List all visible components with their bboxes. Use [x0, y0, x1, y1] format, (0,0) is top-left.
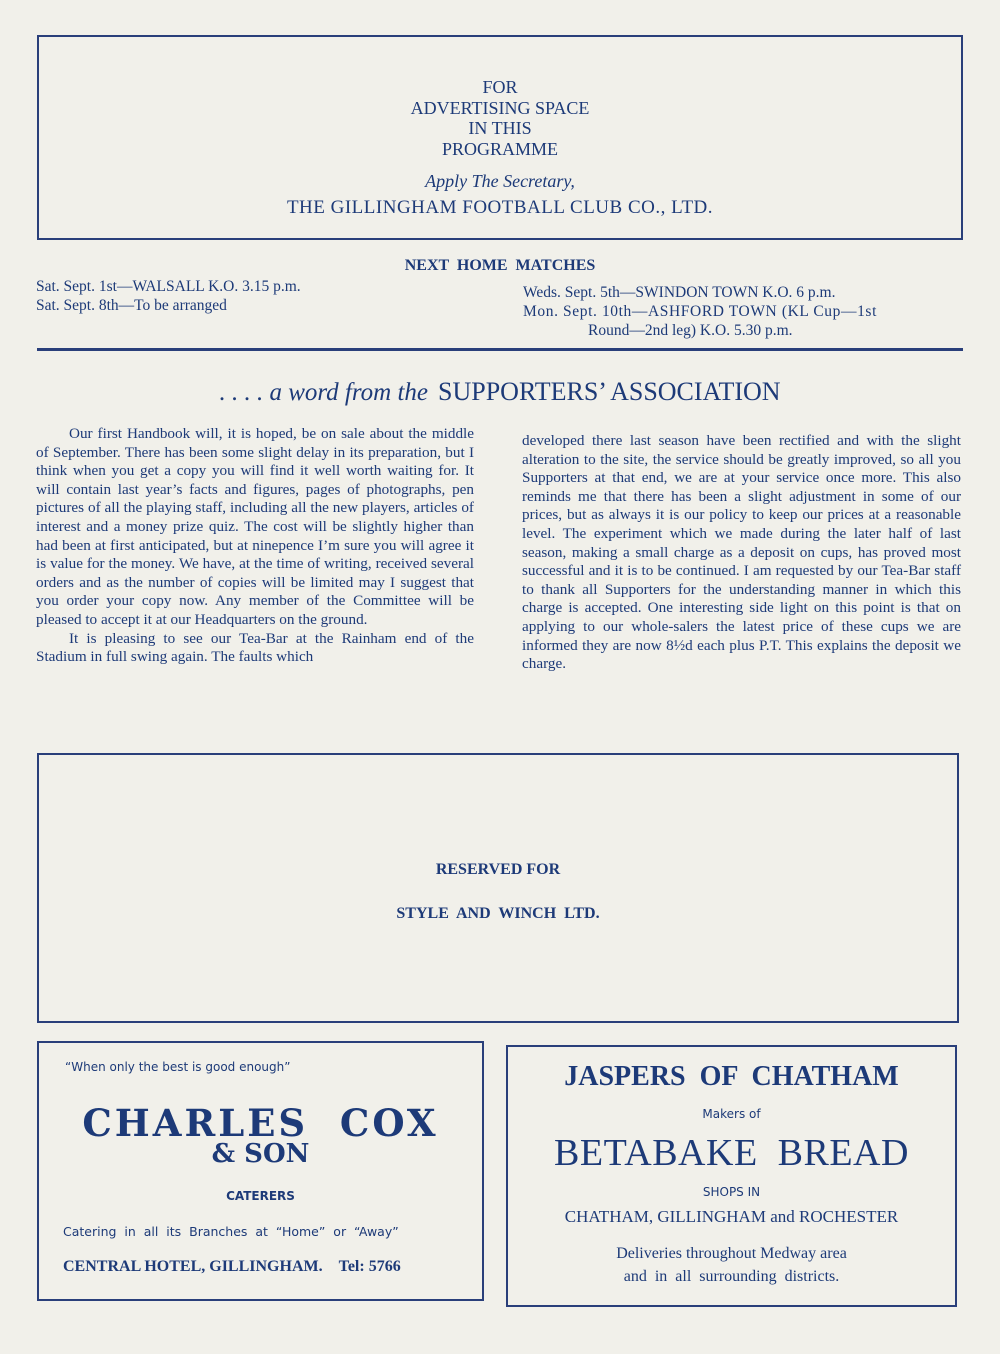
jaspers-districts: and in all surrounding districts. [623, 1268, 840, 1285]
fixture-walsall: Sat. Sept. 1st—WALSALL K.O. 3.15 p.m. [36, 278, 301, 295]
article-heading-intro: . . . . a word from the [219, 379, 429, 406]
reserved-for-label: RESERVED FOR [435, 861, 561, 878]
divider-rule [37, 348, 963, 351]
jaspers-shops-in: SHOPS IN [702, 1185, 761, 1199]
ad-line-programme: PROGRAMME [441, 138, 559, 159]
reserved-advert-box [37, 753, 959, 1023]
cox-caterers: CATERERS [226, 1189, 295, 1203]
article-col1-paragraph-1: Our first Handbook will, it is hoped, be on sale about the middle of September. There has been some slight delay in its preparation, but I think when you get a copy you will find it well worth waiting for. It will contain last year’s facts and figures, pages of photographs, pen pictures of all the playing staff, including all the new players, articles of interest and a money prize quiz. The cost will be slightly higher than had been at first anticipated, but at ninepence I’m sure you will agree it is value for the money. We have, at the time of writing, received several orders and as the number of copies will be limited may I suggest that you order your copy now. Any member of the Committee will be pleased to accept it at our Headquarters on the ground. [36, 425, 474, 628]
cox-address-line [63, 1258, 401, 1276]
jaspers-advert [506, 1045, 957, 1307]
article-col1-paragraph-2: It is pleasing to see our Tea-Bar at the Rainham end of the Stadium in full swing again. The faults which [36, 629, 474, 666]
advertising-space-box [37, 35, 963, 240]
ad-apply-secretary: Apply The Secretary, [425, 171, 575, 191]
jaspers-name: JASPERS OF CHATHAM [564, 1061, 899, 1092]
ad-line-in-this: IN THIS [468, 118, 532, 138]
article-col2-paragraph-1: developed there last season have been rectified and with the slight alteration to the site, the service should be greatly improved, so all you Supporters at that end, we are at your service once more. This also reminds me that there has been a slight adjustment in some of our prices, but as always it is our policy to keep our prices at a reasonable level. The experiment which we made during the later half of last season, making a small charge as a deposit on cups, has proved most successful and it is to be continued. I am requested by our Tea-Bar staff to thank all Supporters for the understanding manner in which this charge is accepted. One interesting side light on this point is that on applying to our whole-salers the latest price of these cups we are informed they are now 8½d each plus P.T. This explains the deposit we charge. [522, 432, 961, 673]
fixtures-left [36, 277, 301, 315]
jaspers-makers-of: Makers of [702, 1107, 761, 1121]
charles-cox-advert [37, 1041, 484, 1301]
article-heading [0, 377, 1000, 407]
cox-tagline: “When only the best is good enough” [65, 1060, 291, 1074]
reserved-style-and-winch: STYLE AND WINCH LTD. [396, 905, 600, 922]
ad-club-name: THE GILLINGHAM FOOTBALL CLUB CO., LTD. [286, 197, 714, 218]
fixture-ashford-round: Round—2nd leg) K.O. 5.30 p.m. [588, 322, 793, 339]
cox-address: CENTRAL HOTEL, GILLINGHAM. [63, 1258, 323, 1275]
ad-line-advertising-space: ADVERTISING SPACE [410, 97, 590, 118]
fixture-to-be-arranged: Sat. Sept. 8th—To be arranged [36, 297, 227, 314]
cox-and-son: & SON [211, 1139, 310, 1169]
jaspers-deliveries: Deliveries throughout Medway area [616, 1245, 847, 1262]
jaspers-betabake-bread: BETABAKE BREAD [554, 1132, 909, 1174]
fixture-swindon: Weds. Sept. 5th—SWINDON TOWN K.O. 6 p.m. [523, 284, 836, 301]
next-home-heading: NEXT HOME MATCHES [404, 257, 596, 274]
cox-telephone: Tel: 5766 [338, 1258, 401, 1275]
fixture-ashford: Mon. Sept. 10th—ASHFORD TOWN (KL Cup—1st [523, 303, 877, 320]
ad-line-for: FOR [482, 77, 518, 97]
article-column-2 [522, 432, 961, 674]
jaspers-towns: CHATHAM, GILLINGHAM and ROCHESTER [564, 1207, 899, 1226]
cox-name: CHARLES COX [82, 1101, 439, 1145]
cox-catering-branches: Catering in all its Branches at “Home” or “Away” [63, 1224, 399, 1239]
article-column-1 [36, 425, 474, 667]
fixtures-right [523, 283, 963, 340]
article-heading-title: SUPPORTERS’ ASSOCIATION [438, 377, 781, 406]
